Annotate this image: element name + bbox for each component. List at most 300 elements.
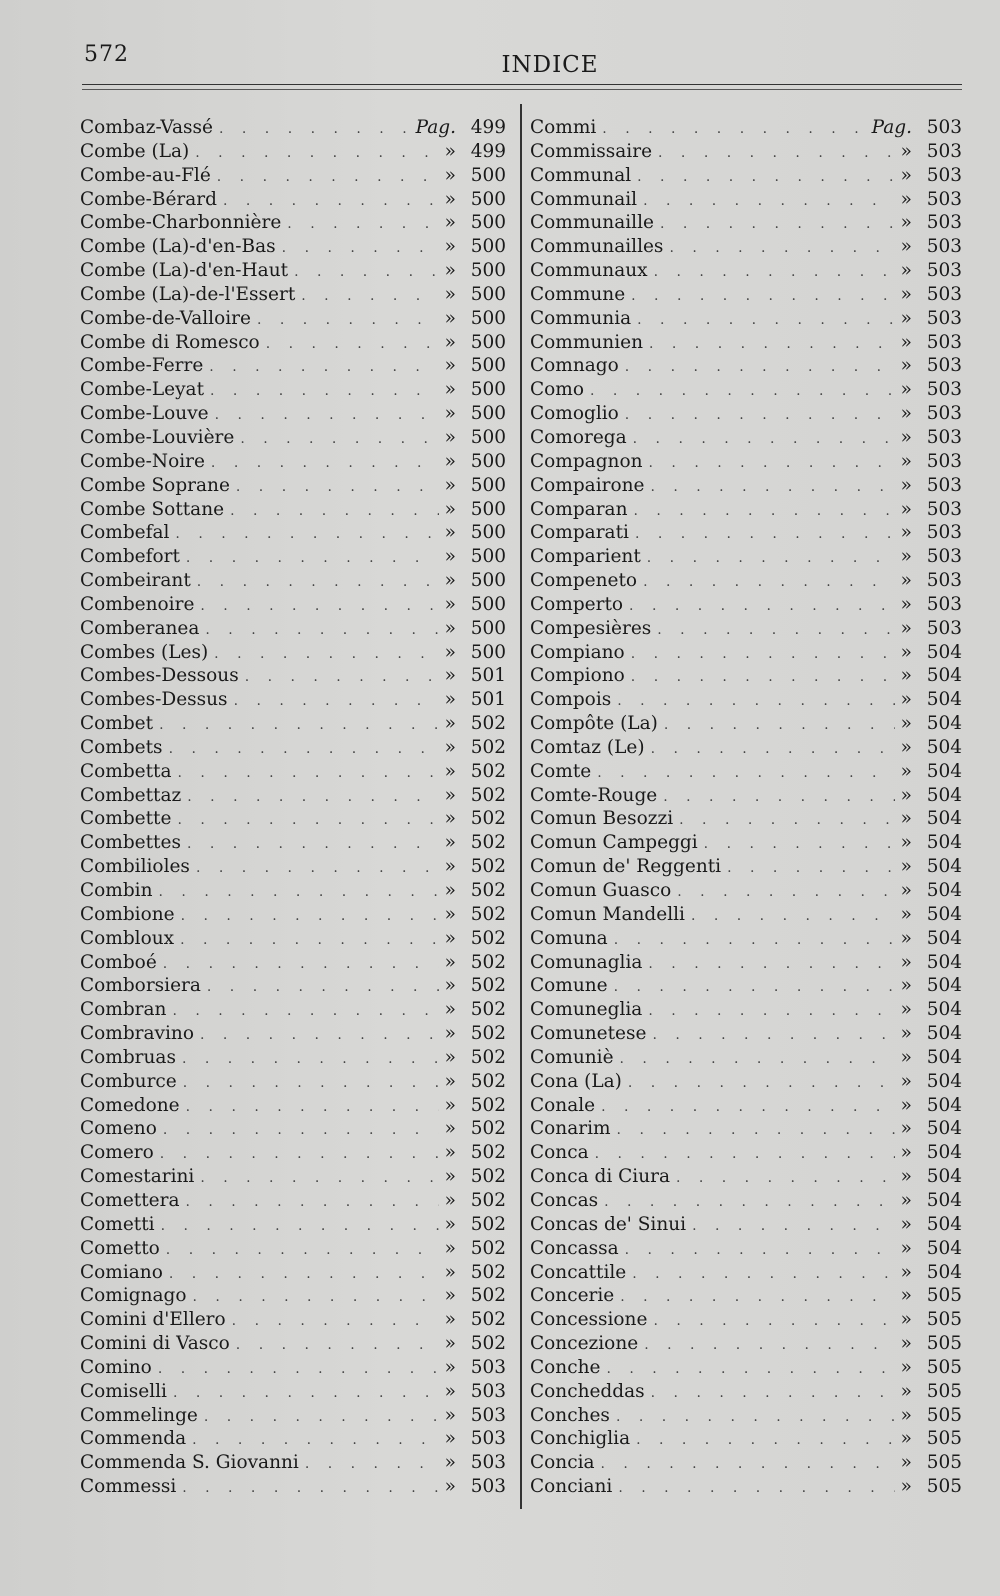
dot-leader bbox=[597, 762, 894, 786]
dot-leader bbox=[236, 476, 439, 500]
index-entry bbox=[530, 283, 962, 307]
ditto-mark: » bbox=[444, 999, 456, 1021]
entry-page-number: 500 bbox=[470, 498, 506, 520]
entry-name: Conca bbox=[530, 1142, 589, 1164]
index-entry bbox=[80, 331, 506, 355]
entry-name: Cometti bbox=[80, 1213, 155, 1235]
ditto-mark: » bbox=[900, 903, 912, 925]
ditto-mark: » bbox=[900, 1404, 912, 1426]
ditto-mark: » bbox=[444, 832, 456, 854]
entry-page-number: 505 bbox=[926, 1452, 962, 1474]
dot-leader bbox=[649, 452, 895, 476]
dot-leader bbox=[169, 1263, 439, 1287]
dot-leader bbox=[177, 809, 438, 833]
ditto-mark: » bbox=[444, 522, 456, 544]
entry-page-number: 502 bbox=[470, 975, 506, 997]
entry-page-number: 504 bbox=[926, 1070, 962, 1092]
entry-name: Conca di Ciura bbox=[530, 1166, 670, 1188]
entry-name: Communia bbox=[530, 307, 632, 329]
entry-name: Combe-Louvière bbox=[80, 426, 235, 448]
index-entry bbox=[80, 1261, 506, 1285]
entry-name: Comini di Vasco bbox=[80, 1333, 230, 1355]
entry-page-number: 502 bbox=[470, 927, 506, 949]
entry-name: Compôte (La) bbox=[530, 713, 658, 735]
ditto-mark: » bbox=[900, 164, 912, 186]
index-entry bbox=[530, 211, 962, 235]
entry-name: Combravino bbox=[80, 1023, 194, 1045]
index-entry bbox=[530, 1117, 962, 1141]
entry-name: Comini d'Ellero bbox=[80, 1309, 226, 1331]
entry-name: Comiselli bbox=[80, 1380, 167, 1402]
entry-name: Combe-Charbonnière bbox=[80, 212, 282, 234]
entry-page-number: 504 bbox=[926, 903, 962, 925]
dot-leader bbox=[617, 1119, 895, 1143]
index-entry bbox=[80, 235, 506, 259]
ditto-mark: » bbox=[444, 641, 456, 663]
dot-leader bbox=[197, 571, 439, 595]
ditto-mark: » bbox=[444, 880, 456, 901]
entry-name: Combe-Leyat bbox=[80, 379, 205, 401]
dot-leader bbox=[643, 190, 895, 214]
entry-name: Commenda S. Giovanni bbox=[80, 1452, 299, 1474]
entry-page-number: 503 bbox=[926, 450, 962, 472]
index-entry bbox=[530, 760, 962, 784]
ditto-mark: » bbox=[900, 260, 912, 282]
entry-name: Comparan bbox=[530, 498, 628, 520]
index-entry bbox=[530, 903, 962, 927]
index-entry bbox=[80, 974, 506, 998]
page-abbreviation: Pag. bbox=[415, 117, 456, 138]
entry-page-number: 504 bbox=[926, 1166, 962, 1188]
dot-leader bbox=[294, 261, 439, 285]
ditto-mark: » bbox=[444, 593, 456, 615]
index-entry bbox=[80, 951, 506, 975]
entry-name: Comte bbox=[530, 760, 592, 782]
ditto-mark: » bbox=[900, 927, 912, 949]
entry-page-number: 502 bbox=[470, 1046, 506, 1068]
ditto-mark: » bbox=[900, 1333, 912, 1355]
index-entry bbox=[80, 521, 506, 545]
entry-name: Combione bbox=[80, 903, 175, 925]
dot-leader bbox=[628, 1072, 895, 1096]
index-entry bbox=[530, 712, 962, 736]
entry-page-number: 504 bbox=[926, 999, 962, 1021]
entry-name: Conche bbox=[530, 1356, 601, 1378]
dot-leader bbox=[236, 1334, 439, 1358]
ditto-mark: » bbox=[900, 1189, 912, 1211]
entry-name: Combefort bbox=[80, 546, 180, 568]
index-entry bbox=[530, 331, 962, 355]
entry-page-number: 505 bbox=[926, 1428, 962, 1450]
entry-name: Comun Campeggi bbox=[530, 832, 698, 854]
dot-leader bbox=[182, 1477, 438, 1501]
entry-name: Comtaz (Le) bbox=[530, 736, 645, 758]
index-entry bbox=[530, 307, 962, 331]
dot-leader bbox=[631, 666, 895, 690]
entry-name: Concerie bbox=[530, 1285, 615, 1307]
index-entry bbox=[80, 164, 506, 188]
ditto-mark: » bbox=[444, 736, 456, 758]
dot-leader bbox=[604, 1191, 895, 1215]
ditto-mark: » bbox=[444, 856, 456, 878]
ditto-mark: » bbox=[444, 403, 456, 425]
entry-page-number: 500 bbox=[470, 283, 506, 305]
entry-page-number: 500 bbox=[470, 641, 506, 663]
ditto-mark: » bbox=[900, 1070, 912, 1092]
entry-page-number: 503 bbox=[470, 1428, 506, 1450]
dot-leader bbox=[215, 404, 439, 428]
ditto-mark: » bbox=[444, 1428, 456, 1450]
entry-page-number: 503 bbox=[926, 522, 962, 544]
dot-leader bbox=[204, 1406, 439, 1430]
ditto-mark: » bbox=[900, 1094, 912, 1116]
index-entry bbox=[80, 378, 506, 402]
entry-page-number: 503 bbox=[926, 117, 962, 138]
dot-leader bbox=[625, 1239, 895, 1263]
entry-page-number: 504 bbox=[926, 1261, 962, 1283]
dot-leader bbox=[185, 1191, 438, 1215]
entry-name: Conarim bbox=[530, 1118, 611, 1140]
index-entry bbox=[530, 688, 962, 712]
dot-leader bbox=[649, 333, 895, 357]
index-entry bbox=[530, 1261, 962, 1285]
ditto-mark: » bbox=[900, 331, 912, 353]
entry-name: Combes-Dessus bbox=[80, 689, 228, 711]
dot-leader bbox=[166, 1239, 439, 1263]
entry-name: Commune bbox=[530, 283, 626, 305]
dot-leader bbox=[160, 1143, 439, 1167]
entry-name: Commi bbox=[530, 117, 597, 138]
index-entry bbox=[80, 259, 506, 283]
entry-page-number: 503 bbox=[926, 236, 962, 258]
entry-page-number: 504 bbox=[926, 1046, 962, 1068]
entry-page-number: 503 bbox=[470, 1380, 506, 1402]
ditto-mark: » bbox=[900, 450, 912, 472]
index-entry bbox=[80, 1070, 506, 1094]
entry-name: Combetta bbox=[80, 760, 172, 782]
entry-name: Compairone bbox=[530, 474, 645, 496]
entry-name: Comte-Rouge bbox=[530, 784, 658, 806]
entry-name: Compesières bbox=[530, 617, 652, 639]
entry-name: Cometto bbox=[80, 1237, 160, 1259]
entry-page-number: 500 bbox=[470, 355, 506, 377]
entry-name: Combette bbox=[80, 808, 172, 830]
entry-page-number: 500 bbox=[470, 593, 506, 615]
index-entry bbox=[80, 617, 506, 641]
ditto-mark: » bbox=[900, 236, 912, 258]
dot-leader bbox=[635, 523, 895, 547]
entry-name: Commenda bbox=[80, 1428, 187, 1450]
index-entry bbox=[80, 498, 506, 522]
entry-page-number: 504 bbox=[926, 927, 962, 949]
index-entry bbox=[80, 1213, 506, 1237]
index-entry bbox=[530, 474, 962, 498]
entry-page-number: 504 bbox=[926, 760, 962, 782]
dot-leader bbox=[161, 1215, 439, 1239]
entry-name: Concezione bbox=[530, 1333, 639, 1355]
entry-page-number: 504 bbox=[926, 1237, 962, 1259]
index-entry bbox=[80, 354, 506, 378]
index-entry bbox=[80, 140, 506, 164]
entry-name: Conale bbox=[530, 1094, 596, 1116]
ditto-mark: » bbox=[900, 1142, 912, 1164]
dot-leader bbox=[632, 1263, 894, 1287]
entry-page-number: 502 bbox=[470, 713, 506, 735]
entry-page-number: 504 bbox=[926, 1189, 962, 1211]
dot-leader bbox=[660, 213, 895, 237]
entry-page-number: 504 bbox=[926, 665, 962, 687]
entry-name: Comeno bbox=[80, 1118, 157, 1140]
dot-leader bbox=[193, 1286, 439, 1310]
index-entry bbox=[80, 688, 506, 712]
ditto-mark: » bbox=[900, 808, 912, 830]
index-column-right bbox=[530, 116, 962, 1499]
dot-leader bbox=[240, 428, 438, 452]
ditto-mark: » bbox=[900, 617, 912, 639]
ditto-mark: » bbox=[444, 1118, 456, 1140]
index-entry bbox=[80, 903, 506, 927]
ditto-mark: » bbox=[900, 1428, 912, 1450]
entry-name: Combe-Noire bbox=[80, 450, 205, 472]
ditto-mark: » bbox=[444, 665, 456, 687]
entry-name: Combe (La)-d'en-Haut bbox=[80, 260, 289, 282]
ditto-mark: » bbox=[900, 379, 912, 401]
ditto-mark: » bbox=[444, 1285, 456, 1307]
ditto-mark: » bbox=[444, 1333, 456, 1355]
ditto-mark: » bbox=[444, 1213, 456, 1235]
ditto-mark: » bbox=[444, 951, 456, 973]
dot-leader bbox=[664, 714, 895, 738]
entry-page-number: 501 bbox=[470, 665, 506, 687]
entry-name: Comun Guasco bbox=[530, 880, 672, 901]
index-entry bbox=[80, 760, 506, 784]
entry-name: Communailles bbox=[530, 236, 664, 258]
entry-name: Comboé bbox=[80, 951, 157, 973]
dot-leader bbox=[234, 690, 439, 714]
index-entry bbox=[530, 378, 962, 402]
index-entry bbox=[80, 474, 506, 498]
entry-page-number: 505 bbox=[926, 1380, 962, 1402]
entry-name: Combloux bbox=[80, 927, 175, 949]
dot-leader bbox=[677, 881, 894, 905]
entry-page-number: 502 bbox=[470, 880, 506, 901]
entry-page-number: 505 bbox=[926, 1285, 962, 1307]
entry-page-number: 504 bbox=[926, 1118, 962, 1140]
dot-leader bbox=[676, 1167, 895, 1191]
index-entry bbox=[80, 1165, 506, 1189]
index-entry bbox=[80, 593, 506, 617]
entry-name: Comettera bbox=[80, 1189, 180, 1211]
entry-page-number: 500 bbox=[470, 188, 506, 210]
ditto-mark: » bbox=[900, 593, 912, 615]
dot-leader bbox=[654, 261, 895, 285]
dot-leader bbox=[196, 857, 439, 881]
ditto-mark: » bbox=[900, 736, 912, 758]
running-head: INDICE bbox=[501, 52, 599, 78]
dot-leader bbox=[652, 1024, 894, 1048]
dot-leader bbox=[214, 643, 439, 667]
entry-page-number: 504 bbox=[926, 1213, 962, 1235]
ditto-mark: » bbox=[900, 1023, 912, 1045]
entry-page-number: 502 bbox=[470, 1333, 506, 1355]
index-entry bbox=[80, 1284, 506, 1308]
dot-leader bbox=[620, 1048, 895, 1072]
index-entry bbox=[530, 927, 962, 951]
ditto-mark: » bbox=[444, 212, 456, 234]
dot-leader bbox=[631, 643, 895, 667]
dot-leader bbox=[644, 1334, 894, 1358]
index-entry bbox=[80, 998, 506, 1022]
entry-name: Comero bbox=[80, 1142, 154, 1164]
ditto-mark: » bbox=[444, 236, 456, 258]
dot-leader bbox=[159, 714, 439, 738]
ditto-mark: » bbox=[444, 760, 456, 782]
index-entry bbox=[80, 1094, 506, 1118]
entry-page-number: 504 bbox=[926, 856, 962, 878]
entry-page-number: 502 bbox=[470, 1189, 506, 1211]
index-entry bbox=[530, 736, 962, 760]
dot-leader bbox=[691, 905, 895, 929]
ditto-mark: » bbox=[900, 403, 912, 425]
entry-page-number: 504 bbox=[926, 808, 962, 830]
dot-leader bbox=[175, 523, 438, 547]
index-entry bbox=[80, 402, 506, 426]
entry-name: Comparati bbox=[530, 522, 629, 544]
dot-leader bbox=[614, 929, 895, 953]
entry-page-number: 502 bbox=[470, 808, 506, 830]
entry-page-number: 504 bbox=[926, 880, 962, 901]
entry-name: Comun Besozzi bbox=[530, 808, 674, 830]
entry-name: Comborsiera bbox=[80, 975, 201, 997]
dot-leader bbox=[637, 309, 895, 333]
dot-leader bbox=[163, 1119, 439, 1143]
entry-name: Combilioles bbox=[80, 856, 190, 878]
entry-page-number: 502 bbox=[470, 736, 506, 758]
ditto-mark: » bbox=[900, 856, 912, 878]
entry-name: Concia bbox=[530, 1452, 595, 1474]
dot-leader bbox=[637, 166, 895, 190]
entry-page-number: 500 bbox=[470, 522, 506, 544]
entry-name: Combenoire bbox=[80, 593, 195, 615]
ditto-mark: » bbox=[900, 713, 912, 735]
entry-name: Combe (La) bbox=[80, 140, 190, 162]
index-entry bbox=[530, 450, 962, 474]
index-entry bbox=[530, 426, 962, 450]
index-entry bbox=[530, 831, 962, 855]
entry-name: Communaux bbox=[530, 260, 648, 282]
index-entry bbox=[530, 1356, 962, 1380]
entry-name: Combes (Les) bbox=[80, 641, 209, 663]
dot-leader bbox=[305, 1453, 439, 1477]
ditto-mark: » bbox=[900, 1213, 912, 1235]
ditto-mark: » bbox=[444, 1356, 456, 1378]
dot-leader bbox=[658, 142, 895, 166]
entry-page-number: 503 bbox=[926, 498, 962, 520]
ditto-mark: » bbox=[444, 1404, 456, 1426]
entry-page-number: 502 bbox=[470, 1070, 506, 1092]
ditto-mark: » bbox=[900, 1452, 912, 1474]
ditto-mark: » bbox=[444, 450, 456, 472]
dot-leader bbox=[633, 428, 895, 452]
index-entry bbox=[80, 450, 506, 474]
ditto-mark: » bbox=[900, 951, 912, 973]
index-entry bbox=[530, 998, 962, 1022]
dot-leader bbox=[210, 380, 439, 404]
ditto-mark: » bbox=[444, 498, 456, 520]
index-entry bbox=[530, 1237, 962, 1261]
entry-name: Communien bbox=[530, 331, 643, 353]
index-entry bbox=[80, 569, 506, 593]
index-entry bbox=[530, 235, 962, 259]
entry-page-number: 503 bbox=[926, 474, 962, 496]
entry-page-number: 503 bbox=[470, 1476, 506, 1498]
index-entry bbox=[80, 1404, 506, 1428]
entry-name: Comparient bbox=[530, 546, 641, 568]
entry-page-number: 502 bbox=[470, 951, 506, 973]
entry-name: Compiono bbox=[530, 665, 625, 687]
entry-page-number: 499 bbox=[470, 140, 506, 162]
entry-name: Concas de' Sinui bbox=[530, 1213, 687, 1235]
dot-leader bbox=[606, 1358, 894, 1382]
entry-name: Comune bbox=[530, 975, 608, 997]
entry-name: Combe (La)-d'en-Bas bbox=[80, 236, 276, 258]
index-entry bbox=[80, 1046, 506, 1070]
entry-page-number: 502 bbox=[470, 760, 506, 782]
dot-leader bbox=[207, 976, 439, 1000]
dot-leader bbox=[230, 500, 439, 524]
entry-name: Combettaz bbox=[80, 784, 182, 806]
index-entry bbox=[80, 927, 506, 951]
dot-leader bbox=[727, 857, 895, 881]
entry-page-number: 505 bbox=[926, 1404, 962, 1426]
entry-name: Cona (La) bbox=[530, 1070, 622, 1092]
ditto-mark: » bbox=[444, 379, 456, 401]
entry-name: Compagnon bbox=[530, 450, 643, 472]
index-entry bbox=[530, 1070, 962, 1094]
ditto-mark: » bbox=[900, 760, 912, 782]
index-entry bbox=[80, 188, 506, 212]
index-entry bbox=[530, 164, 962, 188]
entry-name: Compeneto bbox=[530, 570, 638, 592]
entry-page-number: 504 bbox=[926, 1023, 962, 1045]
dot-leader bbox=[169, 738, 439, 762]
ditto-mark: » bbox=[900, 283, 912, 305]
index-entry bbox=[80, 116, 506, 140]
index-entry bbox=[530, 1022, 962, 1046]
entry-page-number: 503 bbox=[926, 426, 962, 448]
entry-page-number: 502 bbox=[470, 856, 506, 878]
ditto-mark: » bbox=[444, 1046, 456, 1068]
entry-page-number: 500 bbox=[470, 450, 506, 472]
dot-leader bbox=[187, 786, 438, 810]
entry-page-number: 505 bbox=[926, 1333, 962, 1355]
index-entry bbox=[80, 1022, 506, 1046]
entry-name: Comignago bbox=[80, 1285, 187, 1307]
ditto-mark: » bbox=[444, 808, 456, 830]
entry-page-number: 502 bbox=[470, 1094, 506, 1116]
dot-leader bbox=[182, 1048, 439, 1072]
entry-page-number: 503 bbox=[926, 379, 962, 401]
dot-leader bbox=[200, 1024, 439, 1048]
page-abbreviation: Pag. bbox=[871, 117, 912, 138]
index-entry bbox=[80, 855, 506, 879]
index-entry bbox=[80, 831, 506, 855]
index-entry bbox=[530, 569, 962, 593]
entry-name: Concessione bbox=[530, 1309, 648, 1331]
ditto-mark: » bbox=[900, 474, 912, 496]
index-entry bbox=[530, 784, 962, 808]
dot-leader bbox=[245, 666, 439, 690]
